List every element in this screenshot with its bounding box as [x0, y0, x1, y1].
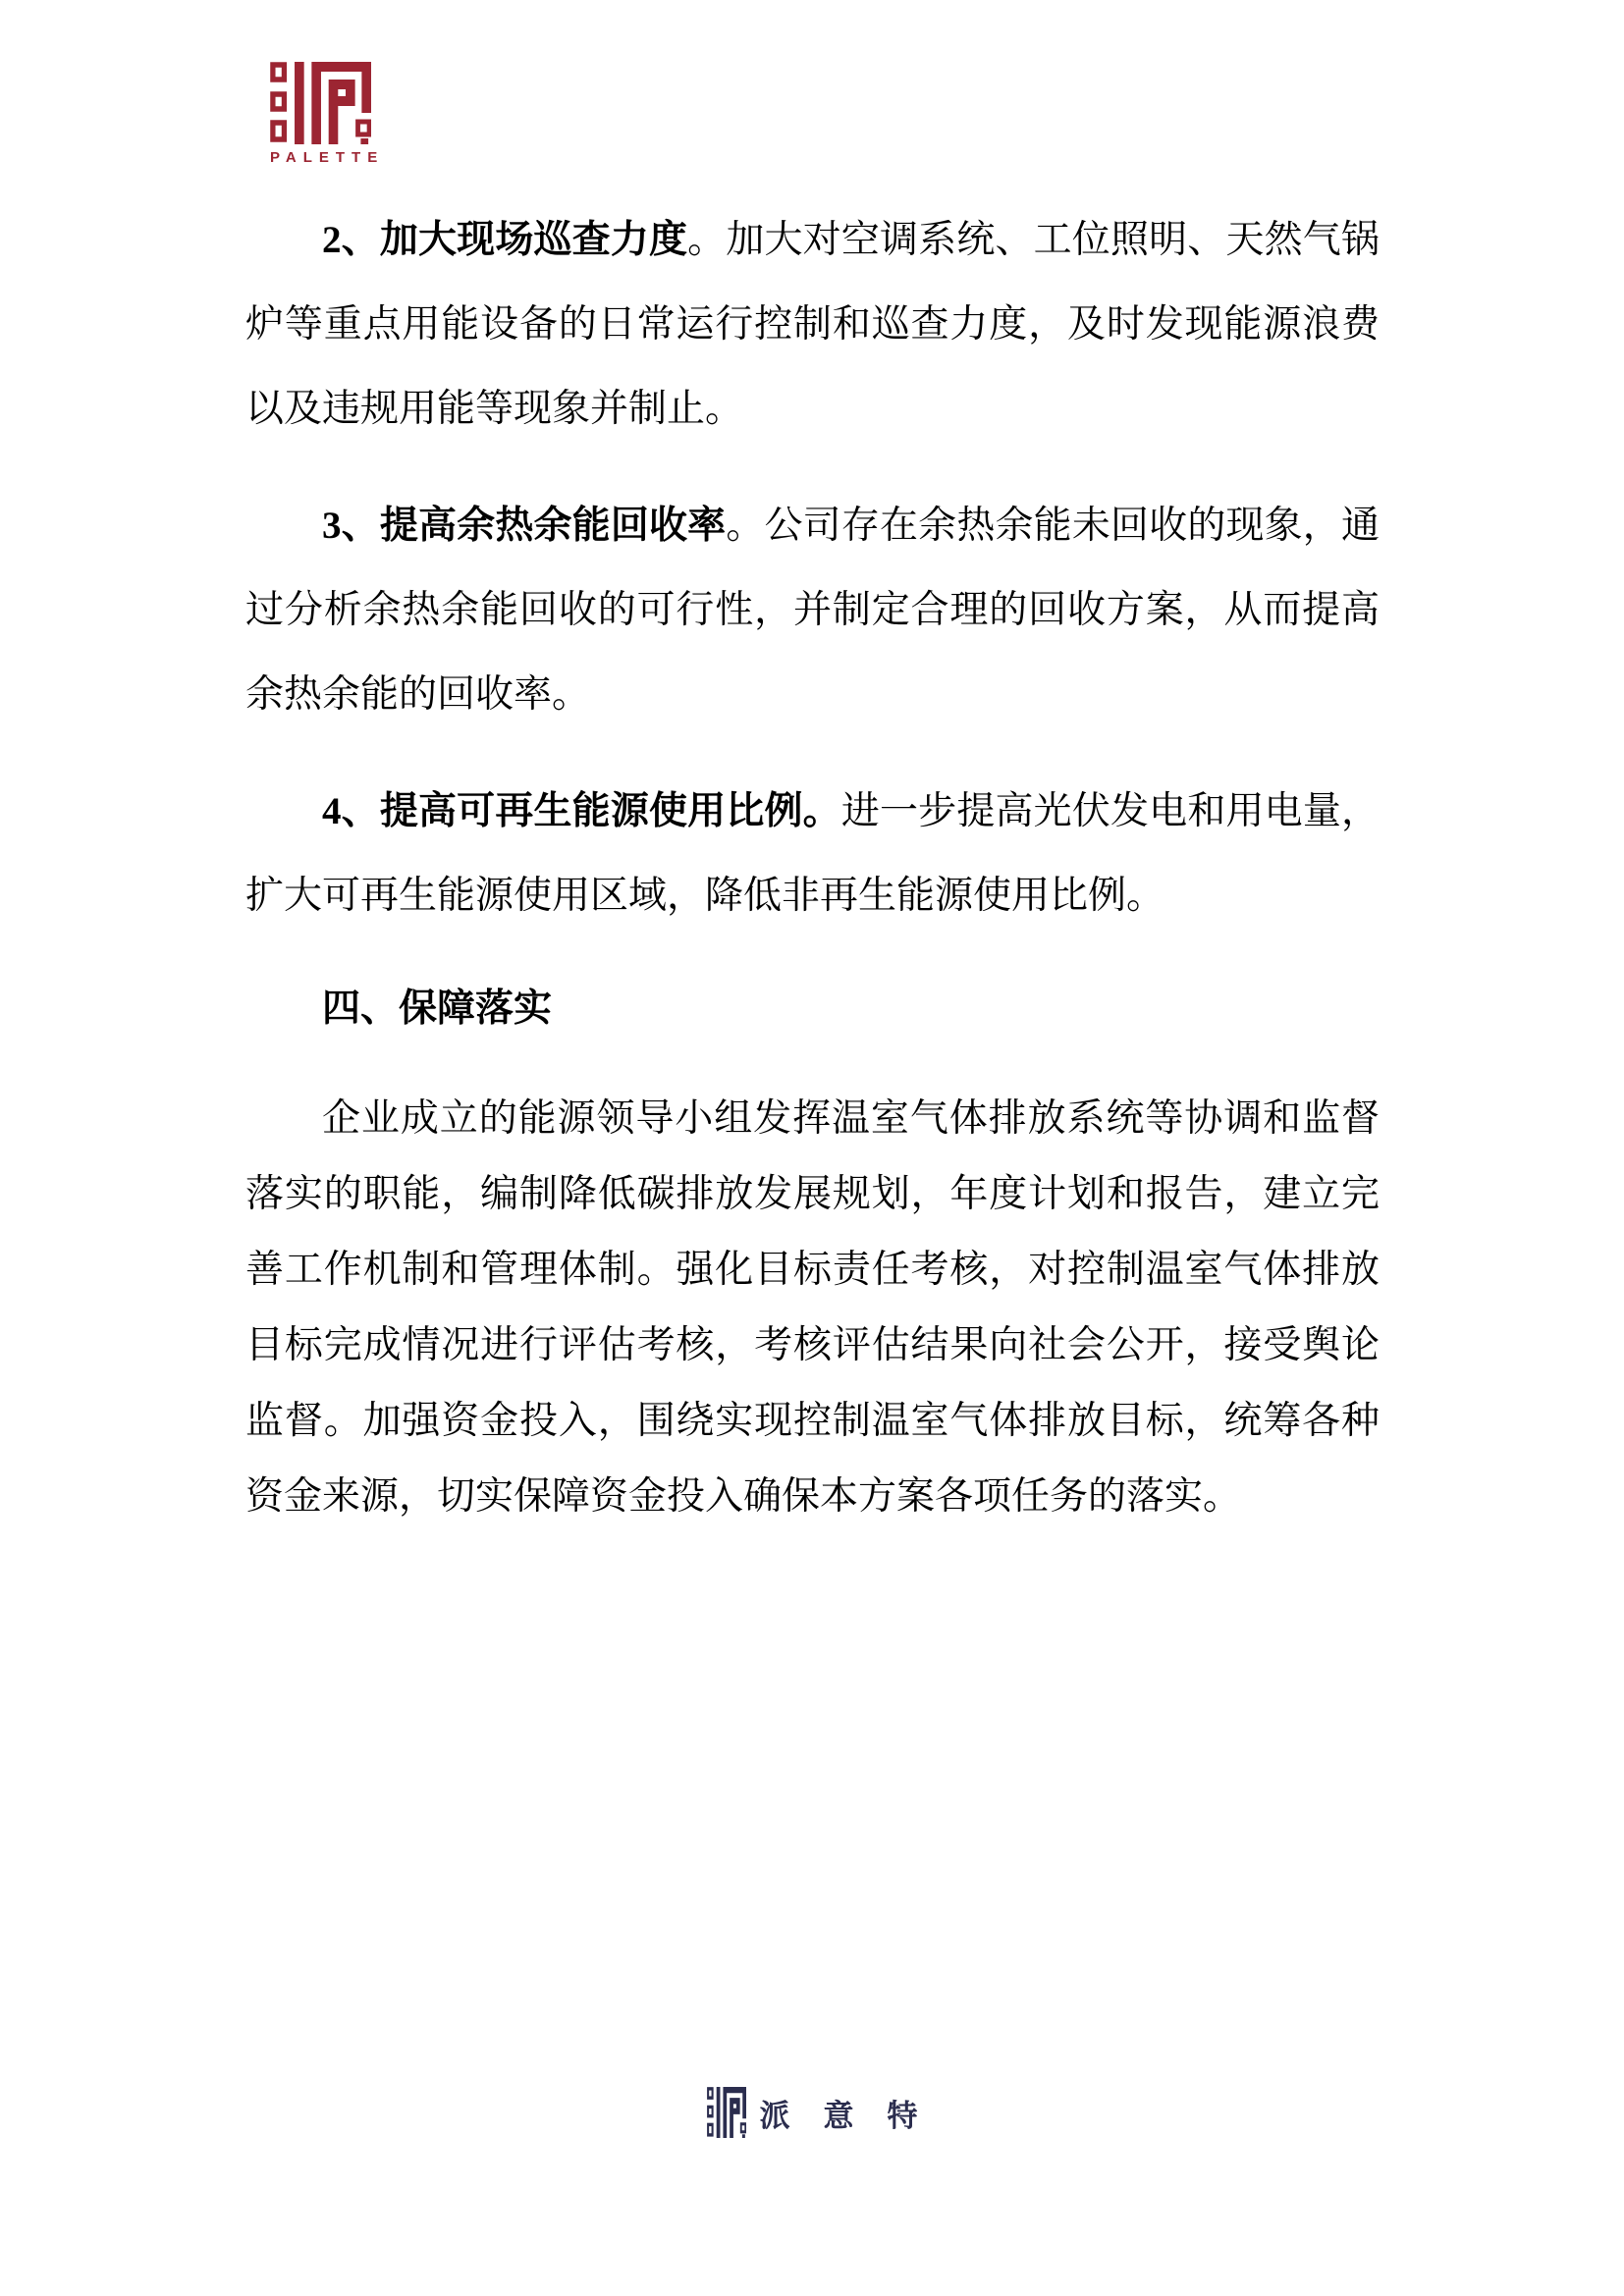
payite-footer-logo-icon	[707, 2087, 746, 2138]
header-logo	[270, 62, 385, 166]
paragraph-patrol-text: 。加大对空调系统、工位照明、天然气锅炉等重点用能设备的日常运行控制和巡查力度，及时发现能源浪费以及违规用能等现象并制止。	[245, 219, 1380, 430]
footer-logo	[0, 2087, 1624, 2138]
paragraph-renewables	[245, 770, 1380, 938]
paragraph-renewables-lead: 4、提高可再生能源使用比例。	[322, 790, 841, 832]
brand-wordmark: PALETTE	[270, 149, 385, 166]
section-heading: 四、保障落实	[322, 988, 553, 1030]
document-body	[245, 0, 1380, 1534]
paragraph-heat-recovery-text: 。公司存在余热余能未回收的现象，通过分析余热余能回收的可行性，并制定合理的回收方案，从而提高余热余能的回收率。	[245, 505, 1380, 716]
paragraph-patrol-lead: 2、加大现场巡查力度	[322, 219, 688, 261]
paragraph-patrol	[245, 198, 1380, 452]
palette-logo-icon	[270, 62, 371, 144]
closing-paragraph: 企业成立的能源领导小组发挥温室气体排放系统等协调和监督落实的职能，编制降低碳排放发展规划，年度计划和报告，建立完善工作机制和管理体制。强化目标责任考核，对控制温室气体排放目标完成情况进行评估考核，考核评估结果向社会公开，接受舆论监督。加强资金投入，围绕实现控制温室气体排放目标，统筹各种资金来源，切实保障资金投入确保本方案各项任务的落实。	[245, 1097, 1380, 1518]
paragraph-heat-recovery-lead: 3、提高余热余能回收率	[322, 505, 727, 547]
paragraph-heat-recovery	[245, 484, 1380, 737]
paragraph-renewables-text: 进一步提高光伏发电和用电量，扩大可再生能源使用区域，降低非再生能源使用比例。	[245, 790, 1380, 917]
footer-brand-text: 派意特	[759, 2098, 951, 2133]
